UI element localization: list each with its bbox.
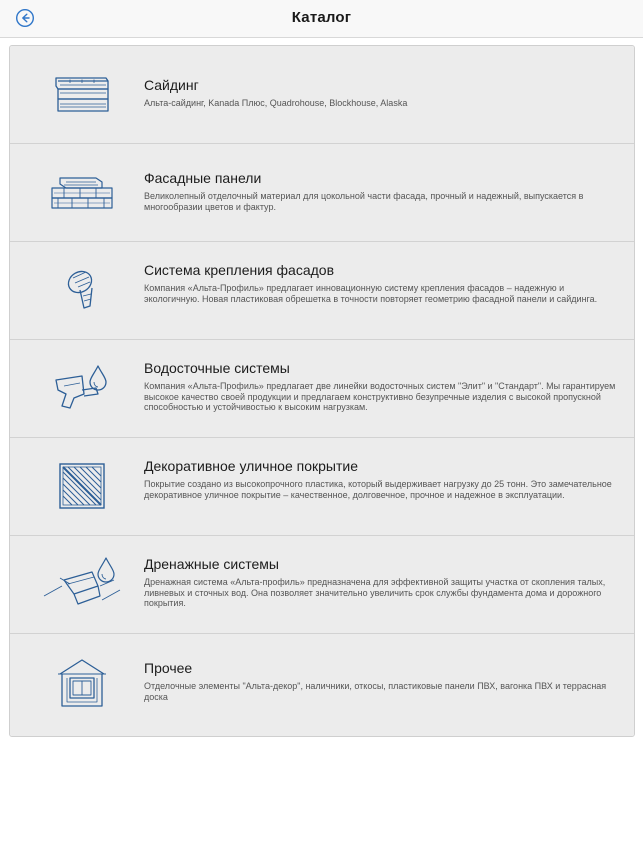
item-description: Компания «Альта-Профиль» предлагает инновационную систему крепления фасадов – надежную и экологичную. Новая пластиковая обрешетка в точности повторяет геометрию фасадной панели и сайдинга. xyxy=(144,283,598,304)
facade-panels-icon xyxy=(40,166,124,226)
item-description: Великолепный отделочный материал для цокольной части фасада, прочный и надежный, выпускается в многообразии цветов и фактур. xyxy=(144,191,584,212)
catalog-item-facade-panels[interactable] xyxy=(10,144,634,242)
catalog-list xyxy=(9,45,635,737)
item-description: Компания «Альта-Профиль» предлагает две линейки водосточных систем "Элит" и "Стандарт". Мы гарантируем высокое качество своей продукции и предлагаем конструктивно безупречные изделия с высокой пропускной способностью и устойчивостью к высоким нагрузкам. xyxy=(144,381,616,413)
catalog-item-other[interactable] xyxy=(10,634,634,736)
paving-tile-icon xyxy=(40,458,124,518)
page-title: Каталог xyxy=(291,9,352,26)
house-trim-icon xyxy=(40,656,124,716)
item-description: Дренажная система «Альта-профиль» предназначена для эффективной защиты участка от скопления талых, ливневых и сточных вод. Она позволяет значительно увеличить срок службы фундамента дома и дорожного покрытия. xyxy=(144,577,606,609)
item-title: Сайдинг xyxy=(144,77,199,93)
catalog-item-siding[interactable] xyxy=(10,46,634,144)
catalog-item-drainage-systems[interactable] xyxy=(10,536,634,634)
item-title: Декоративное уличное покрытие xyxy=(144,458,358,474)
item-description: Покрытие создано из высокопрочного пластика, который выдерживает нагрузку до 25 тонн. Это замечательное декоративное уличное покрытие – качественное, долговечное, прочное и надежное в эксплуатации. xyxy=(144,479,612,500)
item-description: Отделочные элементы "Альта-декор", наличники, откосы, пластиковые панели ПВХ, вагонка ПВХ и террасная доска xyxy=(144,681,607,702)
item-title: Дренажные системы xyxy=(144,556,279,572)
item-description: Альта-сайдинг, Kanada Плюс, Quadrohouse, Blockhouse, Alaska xyxy=(144,98,408,108)
navigation-bar xyxy=(0,0,643,38)
fastening-screw-icon xyxy=(40,262,124,322)
gutter-drop-icon xyxy=(40,360,124,420)
siding-icon xyxy=(40,68,124,128)
drainage-icon xyxy=(34,556,130,616)
item-title: Прочее xyxy=(144,660,193,676)
catalog-item-gutter-systems[interactable] xyxy=(10,340,634,438)
catalog-item-decorative-paving[interactable] xyxy=(10,438,634,536)
item-title: Фасадные панели xyxy=(144,170,262,186)
item-title: Система крепления фасадов xyxy=(144,262,335,278)
item-title: Водосточные системы xyxy=(144,360,290,376)
catalog-item-fastening-system[interactable] xyxy=(10,242,634,340)
